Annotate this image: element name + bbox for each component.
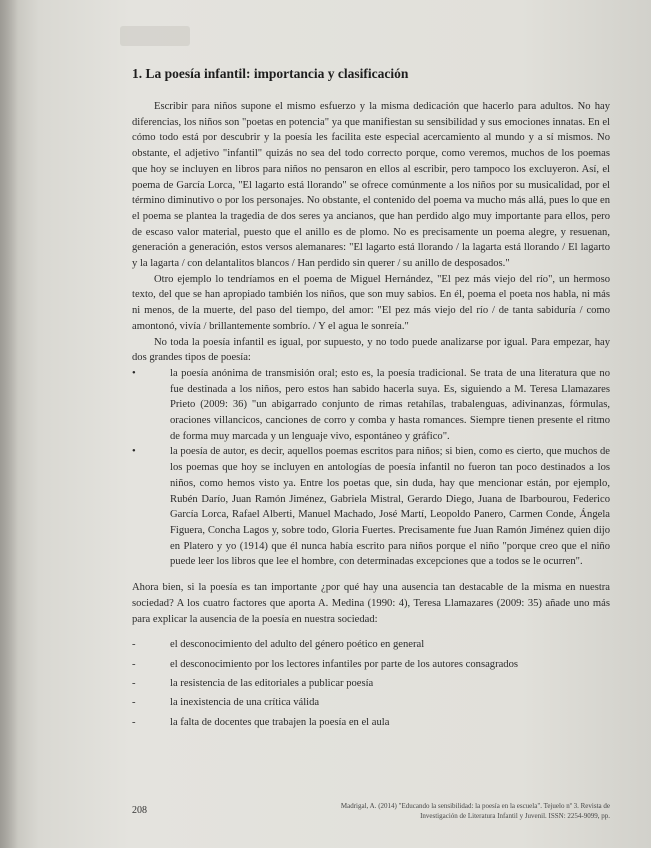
paragraph-absence: Ahora bien, si la poesía es tan importante ¿por qué hay una ausencia tan destacable de la misma en nuestra sociedad? A los cuatro factores que aporta A. Medina (1990: 4), Teresa Llamazares (2009: 35) añade uno más para explicar la ausencia de la poesía en nuestra sociedad:: [132, 582, 610, 625]
factors-list: [132, 637, 610, 730]
list-item-text: la poesía anónima de transmisión oral; esto es, la poesía tradicional. Se trata de una literatura que no fue destinada a los niños, pero estos han sabido hacerla suya. Es, siguiendo a M. Teresa Llamazares Prieto (2009: 36) "un abigarrado conjunto de rimas retahílas, trabalenguas, adivinanzas, fórmulas, oraciones villancicos, canciones de corro y comba y hasta romances. Siempre tienen presente el ritmo de forma muy marcada y un lenguaje vivo, espontáneo y gráfico".: [170, 367, 610, 442]
paragraph-types-intro: No toda la poesía infantil es igual, por supuesto, y no todo puede analizarse por igual. Para empezar, hay dos grandes tipos de poesía:: [132, 336, 610, 364]
dash-icon: -: [132, 639, 136, 651]
list-item-text: el desconocimiento por los lectores infantiles por parte de los autores consagrados: [170, 658, 519, 670]
list-item: [132, 695, 610, 711]
page-number: 208: [132, 805, 147, 816]
dash-icon: -: [132, 658, 136, 670]
list-item: [132, 444, 610, 570]
list-item: [132, 637, 610, 653]
list-item-text: la resistencia de las editoriales a publicar poesía: [170, 677, 374, 689]
dash-icon: -: [132, 677, 136, 689]
bullet-icon: •: [132, 446, 136, 458]
list-item: [132, 676, 610, 692]
paragraph-intro: Escribir para niños supone el mismo esfuerzo y la misma dedicación que hacerlo para adultos. No hay diferencias, los niños son "poetas en potencia" ya que manifiestan su sensibilidad y sus emociones innatas. En el cómo todo está por descubrir y la poesía les facilita este especial acercamiento al mundo y a sí mismos. No obstante, el adjetivo "infantil" quizás no sea del todo correcto porque, como veremos, muchos de los poemas que hoy se incluyen en libros para niños no pensaron en ellos al escribir, pero tampoco los excluyeron. Así, el poema de García Lorca, "El lagarto está llorando" se ofrece comúnmente a los niños por su musicalidad, por el término diminutivo o por los personajes. No obstante, el contenido del poema va mucho más allá, pues lo que en el poema se plantea la tragedia de dos seres ya ancianos, que han perdido algo muy importante para ellos, pero de escaso valor material, puesto que el anillo es de plomo. No es precisamente un poema alegre, y resuenan, generación a generación, estos versos alemanares: "El lagarto está llorando / la lagarta está llorando / El lagarto y la lagarta / con delantalitos blancos / Han perdido sin querer / su anillo de desposados.": [132, 101, 610, 270]
list-item-text: la inexistencia de una crítica válida: [170, 697, 320, 709]
list-item: [132, 366, 610, 445]
faded-header-mark: [120, 26, 190, 46]
paragraph-hernandez: Otro ejemplo lo tendríamos en el poema de Miguel Hernández, "El pez más viejo del río", un hermoso texto, del que se han apropiado también los niños, que son muy sabios. En él, poema el poeta nos habla, ni más ni menos, de la muerte, del paso del tiempo, del amor: "El pez más viejo del río / de tanta sabiduría / como amontonó, vivía / brillantemente sombrío. / Y el agua le sonreía.": [132, 273, 610, 332]
dash-icon: -: [132, 716, 136, 728]
list-item-text: el desconocimiento del adulto del género poético en general: [170, 639, 425, 651]
page-content: [132, 66, 610, 734]
list-item: [132, 715, 610, 731]
dash-icon: -: [132, 697, 136, 709]
list-item-text: la falta de docentes que trabajen la poesía en el aula: [170, 716, 390, 728]
list-item: [132, 657, 610, 673]
poetry-types-list: [132, 366, 610, 570]
list-item-text: la poesía de autor, es decir, aquellos poemas escritos para niños; si bien, como es cierto, que muchos de los poemas que hoy se incluyen en antologías de poesía infantil no fueron tan poco destinados a los niños, como hemos visto ya. Entre los poetas que, sin duda, hay que mencionar están, por ejemplo, Rubén Darío, Juan Ramón Jiménez, Gabriela Mistral, Gerardo Diego, Juana de Ibarbourou, Federico García Lorca, Rafael Alberti, Manuel Machado, José Martí, Leopoldo Panero, Carmen Conde, Ángela Figuera, Concha Lagos y, sobre todo, Gloria Fuertes. Precisamente fue Juan Ramón Jiménez quien dijo en Platero y yo (1914) que él nunca había escrito para niños porque el niño "porque creo que el niño puede leer los libros que lee el hombre, con determinadas excepciones que a todos se le ocurren".: [170, 446, 610, 568]
section-title: 1. La poesía infantil: importancia y clasificación: [132, 66, 409, 81]
page-footer: [132, 801, 610, 831]
page-edge-shadow: [0, 0, 18, 848]
bullet-icon: •: [132, 367, 136, 379]
footer-citation: Madrigal, A. (2014) "Educando la sensibilidad: la poesía en la escuela". Tejuelo nº 3. Revista de Investigación de Literatura Infantil y Juvenil. ISSN: 2254-9099, pp.: [340, 802, 610, 820]
